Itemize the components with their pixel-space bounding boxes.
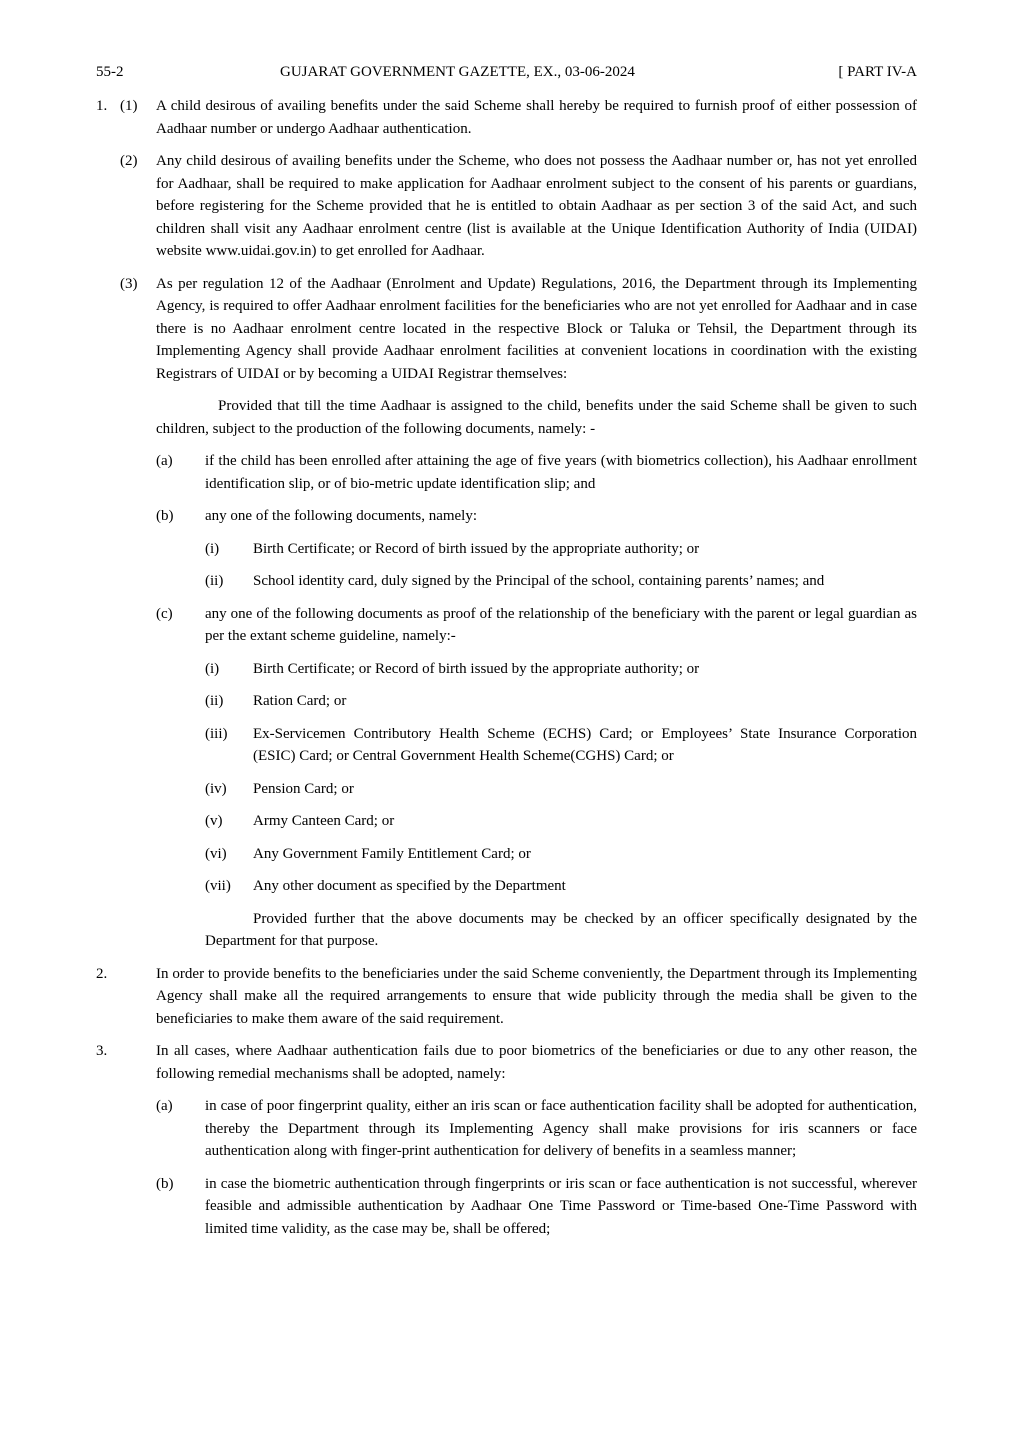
clause-b: [96, 505, 917, 528]
clause-text: in case of poor fingerprint quality, either an iris scan or face authentication facility shall be adopted for authentication, thereby the Department through its Implementing Agency shall make provisions for iris scanners or face authentication along with finger-print authentication for delivery of benefits in a seamless manner;: [205, 1098, 917, 1159]
clause-a: [96, 1095, 917, 1163]
item-text: Ration Card; or: [253, 693, 347, 709]
list-item: [96, 778, 917, 801]
item-label: (v): [205, 813, 223, 829]
sub-paragraph-number: (2): [120, 153, 138, 169]
paragraph-2: [96, 963, 917, 1031]
proviso-text: Provided that till the time Aadhaar is assigned to the child, benefits under the said Scheme shall be given to such children, subject to the production of the following documents, namely: -: [156, 398, 917, 437]
clause-text: if the child has been enrolled after attaining the age of five years (with biometrics collection), his Aadhaar enrollment identification slip, or of bio-metric update identification slip; and: [205, 453, 917, 492]
clause-label: (a): [156, 453, 173, 469]
clause-label: (a): [156, 1098, 173, 1114]
paragraph-1-sub-1: [96, 95, 917, 140]
paragraph-text: In order to provide benefits to the beneficiaries under the said Scheme conveniently, the Department through its Implementing Agency shall make all the required arrangements to ensure that wide publicity through the media shall be given to the beneficiaries to make them aware of the said requirement.: [156, 965, 917, 1027]
item-label: (iv): [205, 780, 227, 797]
item-text: Pension Card; or: [253, 780, 354, 797]
page-header: [96, 61, 917, 83]
item-label: (i): [205, 660, 220, 677]
item-label: (i): [205, 540, 220, 557]
item-text: Any other document as specified by the Department: [253, 878, 566, 894]
clause-label: (c): [156, 605, 173, 622]
item-text: Army Canteen Card; or: [253, 813, 395, 829]
paragraph-text: As per regulation 12 of the Aadhaar (Enrolment and Update) Regulations, 2016, the Department through its Implementing Agency, is required to offer Aadhaar enrolment facilities for the beneficiaries who are not yet enrolled for Aadhaar and in case there is no Aadhaar enrolment centre located in the respective Block or Taluka or Tehsil, the Department through its Implementing Agency shall provide Aadhaar enrolment facilities at convenient locations in coordination with the existing Registrars of UIDAI or by becoming a UIDAI Registrar themselves:: [156, 275, 917, 382]
item-label: (vii): [205, 878, 231, 894]
clause-text: in case the biometric authentication through fingerprints or iris scan or face authentication is not successful, wherever feasible and admissible authentication by Aadhaar One Time Password or Time-based One-Time Password with limited time validity, as the case may be, shall be offered;: [205, 1175, 917, 1237]
paragraph-number: 3.: [96, 1043, 108, 1059]
list-item: [96, 723, 917, 768]
clause-text: any one of the following documents as proof of the relationship of the beneficiary with the parent or legal guardian as per the extant scheme guideline, namely:-: [205, 605, 917, 644]
clause-a: [96, 450, 917, 495]
list-item: [96, 843, 917, 866]
list-item: [96, 690, 917, 713]
paragraph-text: Any child desirous of availing benefits under the Scheme, who does not possess the Aadhaar number or, has not yet enrolled for Aadhaar, shall be required to make application for Aadhaar enrolment subject to the consent of his parents or guardians, before registering for the Scheme provided that he is entitled to obtain Aadhaar as per section 3 of the said Act, and such children shall visit any Aadhaar enrolment centre (list is available at the Unique Identification Authority of India (UIDAI) website www.uidai.gov.in) to get enrolled for Aadhaar.: [156, 153, 917, 259]
item-label: (ii): [205, 693, 224, 709]
gazette-part: [ PART IV-A: [838, 64, 917, 80]
list-item: [96, 538, 917, 561]
list-item: [96, 810, 917, 833]
item-text: School identity card, duly signed by the Principal of the school, containing parents’ names; and: [253, 573, 825, 589]
paragraph-1-sub-2: [96, 150, 917, 263]
item-text: Birth Certificate; or Record of birth issued by the appropriate authority; or: [253, 660, 700, 677]
list-item: [96, 570, 917, 593]
paragraph-text: In all cases, where Aadhaar authentication fails due to poor biometrics of the beneficiaries or due to any other reason, the following remedial mechanisms shall be adopted, namely:: [156, 1043, 917, 1082]
gazette-title: GUJARAT GOVERNMENT GAZETTE, EX., 03-06-2024: [280, 64, 635, 80]
paragraph-text: A child desirous of availing benefits under the said Scheme shall hereby be required to furnish proof of either possession of Aadhaar number or undergo Aadhaar authentication.: [156, 98, 917, 137]
clause-label: (b): [156, 1175, 174, 1192]
paragraph-number: 1.: [96, 98, 108, 114]
item-text: Ex-Servicemen Contributory Health Scheme (ECHS) Card; or Employees’ State Insurance Corporation (ESIC) Card; or Central Government Health Scheme(CGHS) Card; or: [253, 725, 917, 764]
list-item: [96, 658, 917, 681]
list-item: [96, 875, 917, 898]
clause-text: any one of the following documents, namely:: [205, 508, 478, 524]
page-number: 55-2: [96, 64, 124, 80]
item-label: (ii): [205, 573, 224, 589]
clause-c: [96, 603, 917, 648]
proviso-further-text: Provided further that the above documents may be checked by an officer specifically designated by the Department for that purpose.: [205, 910, 917, 949]
sub-paragraph-number: (1): [120, 98, 138, 114]
item-label: (vi): [205, 845, 227, 862]
clause-b: [96, 1173, 917, 1241]
paragraph-1-sub-3: [96, 273, 917, 386]
paragraph-number: 2.: [96, 965, 108, 982]
sub-paragraph-number: (3): [120, 275, 138, 292]
document-body: [96, 95, 917, 1240]
item-text: Birth Certificate; or Record of birth issued by the appropriate authority; or: [253, 540, 700, 557]
paragraph-3: [96, 1040, 917, 1085]
clause-label: (b): [156, 508, 174, 524]
item-text: Any Government Family Entitlement Card; or: [253, 845, 531, 862]
item-label: (iii): [205, 725, 228, 742]
